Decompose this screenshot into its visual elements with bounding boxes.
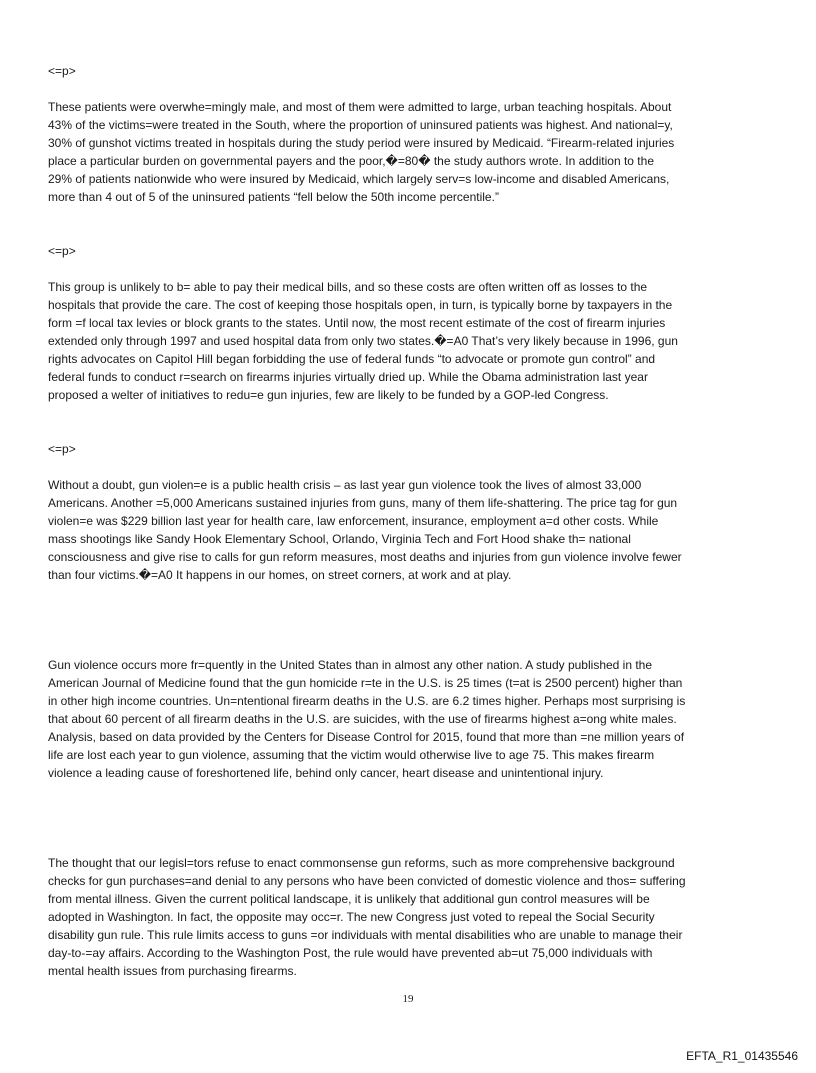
page-number: 19 <box>402 993 414 1005</box>
text-line: consciousness and give rise to calls for gun reform measures, most deaths and injuries from gun violence involve fewer <box>48 550 682 564</box>
text-line: extended only through 1997 and used hospital data from only two states.�=A0 That’s very likely because in 1996, gun <box>48 334 678 348</box>
document-id: EFTA_R1_01435546 <box>686 1049 798 1063</box>
text-line: These patients were overwhe=mingly male, and most of them were admitted to large, urban teaching hospitals. About <box>48 100 672 114</box>
text-line: federal funds to conduct r=search on firearms injuries virtually dried up. While the Obama administration last year <box>48 370 648 384</box>
text-line: violence a leading cause of foreshortened life, behind only cancer, heart disease and unintentional injury. <box>48 766 604 780</box>
text-line: in other high income countries. Un=ntentional firearm deaths in the U.S. are 6.2 times higher. Perhaps most surprising is <box>48 694 686 708</box>
text-line: This group is unlikely to b= able to pay their medical bills, and so these costs are often written off as losses to the <box>48 280 648 294</box>
document-body <box>48 62 770 980</box>
text-line: violen=e was $229 billion last year for health care, law enforcement, insurance, employment a=d other costs. While <box>48 514 659 528</box>
text-line: than four victims.�=A0 It happens in our homes, on street corners, at work and at play. <box>48 568 512 582</box>
text-line: American Journal of Medicine found that the gun homicide r=te in the U.S. is 25 times (t=at is 2500 percent) higher than <box>48 676 683 690</box>
text-line: proposed a welter of initiatives to redu=e gun injuries, few are likely to be funded by a GOP-led Congress. <box>48 388 609 402</box>
text-line: life are lost each year to gun violence, assuming that the victim would otherwise live to age 75. This makes firearm <box>48 748 655 762</box>
text-line: mass shootings like Sandy Hook Elementary School, Orlando, Virginia Tech and Fort Hood shake th= national <box>48 532 631 546</box>
paragraph-3 <box>48 476 770 584</box>
paragraph-1 <box>48 98 770 206</box>
text-line: from mental illness. Given the current political landscape, it is unlikely that additional gun control measures will be <box>48 892 650 906</box>
paragraph-marker: <=p> <box>48 442 76 456</box>
text-line: place a particular burden on governmental payers and the poor,�=80� the study authors wrote. In addition to the <box>48 154 654 168</box>
paragraph-marker: <=p> <box>48 64 76 78</box>
paragraph-5 <box>48 854 770 980</box>
text-line: checks for gun purchases=and denial to any persons who have been convicted of domestic violence and thos= suffering <box>48 874 686 888</box>
paragraph-2 <box>48 278 770 404</box>
text-line: more than 4 out of 5 of the uninsured patients “fell below the 50th income percentile.” <box>48 190 499 204</box>
text-line: 43% of the victims=were treated in the South, where the proportion of uninsured patients was highest. And national=y, <box>48 118 673 132</box>
text-line: adopted in Washington. In fact, the opposite may occ=r. The new Congress just voted to repeal the Social Security <box>48 910 655 924</box>
text-line: form =f local tax levies or block grants to the states. Until now, the most recent estimate of the cost of firearm injuries <box>48 316 666 330</box>
text-line: 29% of patients nationwide who were insured by Medicaid, which largely serv=s low-income and disabled Americans, <box>48 172 670 186</box>
text-line: hospitals that provide the care. The cost of keeping those hospitals open, in turn, is typically borne by taxpayers in the <box>48 298 673 312</box>
text-line: mental health issues from purchasing firearms. <box>48 964 297 978</box>
paragraph-4 <box>48 656 770 782</box>
text-line: Americans. Another =5,000 Americans sustained injuries from guns, many of them life-shattering. The price tag for gun <box>48 496 678 510</box>
text-line: disability gun rule. This rule limits access to guns =or individuals with mental disabilities who are unable to manage their <box>48 928 683 942</box>
text-line: rights advocates on Capitol Hill began forbidding the use of federal funds “to advocate or promote gun control” and <box>48 352 656 366</box>
text-line: day-to-=ay affairs. According to the Washington Post, the rule would have prevented ab=ut 75,000 individuals with <box>48 946 653 960</box>
text-line: that about 60 percent of all firearm deaths in the U.S. are suicides, with the use of firearms highest a=ong white males. <box>48 712 677 726</box>
text-line: Without a doubt, gun violen=e is a public health crisis – as last year gun violence took the lives of almost 33,000 <box>48 478 642 492</box>
text-line: Analysis, based on data provided by the Centers for Disease Control for 2015, found that more than =ne million years of <box>48 730 685 744</box>
text-line: Gun violence occurs more fr=quently in the United States than in almost any other nation. A study published in the <box>48 658 653 672</box>
paragraph-marker: <=p> <box>48 244 76 258</box>
text-line: The thought that our legisl=tors refuse to enact commonsense gun reforms, such as more comprehensive background <box>48 856 675 870</box>
text-line: 30% of gunshot victims treated in hospitals during the study period were insured by Medicaid. “Firearm-related injuries <box>48 136 675 150</box>
